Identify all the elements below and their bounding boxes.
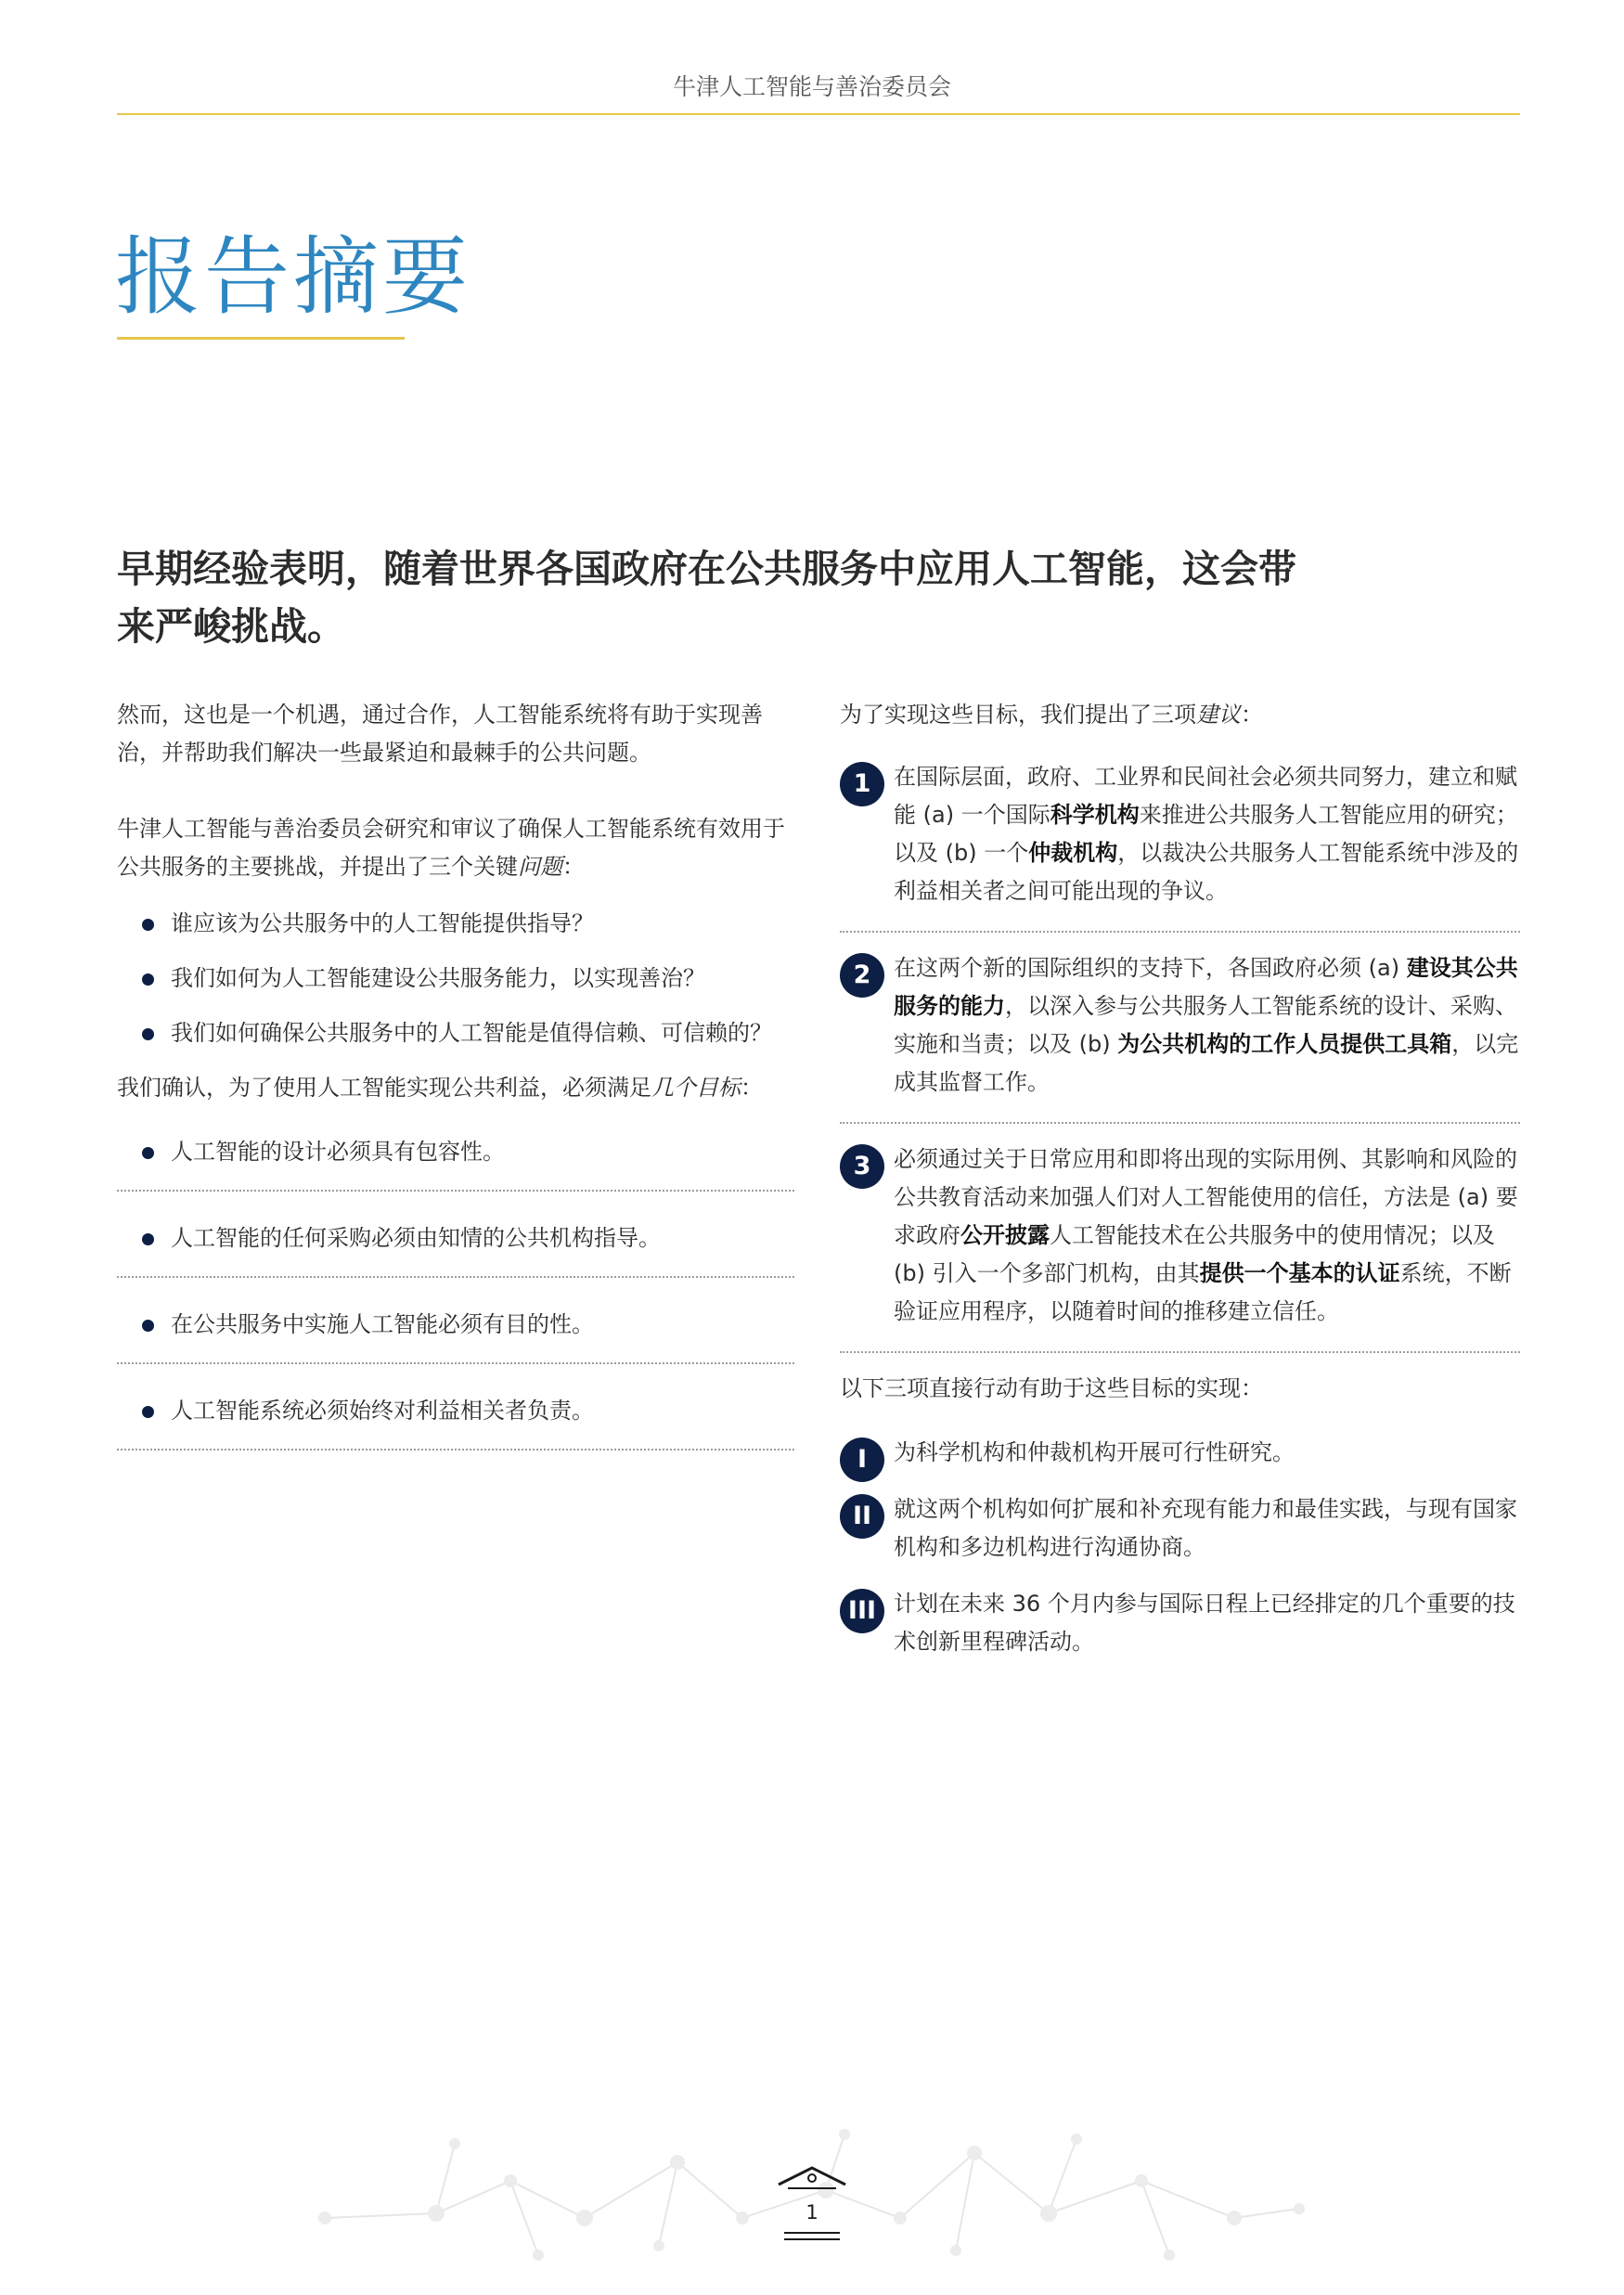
question-item: 谁应该为公共服务中的人工智能提供指导？ [117, 905, 794, 943]
actions-intro: 以下三项直接行动有助于这些目标的实现： [840, 1375, 1263, 1401]
question-item: 我们如何确保公共服务中的人工智能是值得信赖、可信赖的？ [117, 1014, 794, 1052]
left-column [117, 696, 794, 1478]
questions-list [117, 905, 794, 1052]
questions-intro-paragraph: 牛津人工智能与善治委员会研究和审议了确保人工智能系统有效用于公共服务的主要挑战，并提出了三个关键问题： [117, 816, 785, 880]
action-item-3 [840, 1585, 1520, 1661]
intro-paragraph: 然而，这也是一个机遇，通过合作，人工智能系统将有助于实现善治，并帮助我们解决一些最紧迫和最棘手的公共问题。 [117, 702, 763, 766]
recommendation-text: 必须通过关于日常应用和即将出现的实际用例、其影响和风险的公共教育活动来加强人们对人工智能使用的信任，方法是 (a) 要求政府公开披露人工智能技术在公共服务中的使用情况；以及 (b) 引入一个多部门机构，由其提供一个基本的认证系统，不断验证应用程序，以随着时间的推移建立信任。 [894, 1146, 1518, 1324]
page-title: 报告摘要 [115, 227, 472, 327]
recommendation-text: 在国际层面，政府、工业界和民间社会必须共同努力，建立和赋能 (a) 一个国际科学机构来推进公共服务人工智能应用的研究；以及 (b) 一个仲裁机构，以裁决公共服务人工智能系统中涉及的利益相关者之间可能出现的争议。 [894, 764, 1519, 904]
building-emblem-icon [775, 2162, 849, 2201]
title-underline [117, 337, 405, 340]
roman-numeral-badge: I [840, 1438, 884, 1482]
goal-item: 人工智能系统必须始终对利益相关者负责。 [117, 1392, 794, 1450]
recommendations-intro: 为了实现这些目标，我们提出了三项建议： [840, 702, 1263, 728]
right-column [840, 696, 1520, 1680]
goal-item: 在公共服务中实施人工智能必须有目的性。 [117, 1306, 794, 1364]
action-text: 计划在未来 36 个月内参与国际日程上已经排定的几个重要的技术创新里程碑活动。 [894, 1591, 1515, 1655]
action-item-2 [840, 1490, 1520, 1567]
question-item: 我们如何为人工智能建设公共服务能力，以实现善治？ [117, 960, 794, 998]
action-item-1 [840, 1434, 1520, 1472]
goal-item: 人工智能的设计必须具有包容性。 [117, 1133, 794, 1192]
running-header: 牛津人工智能与善治委员会 [672, 73, 951, 100]
page-number: 1 [806, 2201, 818, 2224]
number-badge: 1 [840, 762, 884, 806]
goal-item: 人工智能的任何采购必须由知情的公共机构指导。 [117, 1219, 794, 1278]
header-rule [117, 113, 1520, 115]
action-text: 为科学机构和仲裁机构开展可行性研究。 [894, 1439, 1295, 1465]
recommendation-2 [840, 949, 1520, 1124]
roman-numeral-badge: III [840, 1589, 884, 1633]
recommendation-1 [840, 758, 1520, 933]
roman-numeral-badge: II [840, 1494, 884, 1539]
recommendation-3 [840, 1141, 1520, 1353]
page-number-base-icon [784, 2231, 840, 2242]
number-badge: 3 [840, 1144, 884, 1189]
lead-statement: 早期经验表明，随着世界各国政府在公共服务中应用人工智能，这会带来严峻挑战。 [117, 547, 1296, 649]
goals-list [117, 1133, 794, 1450]
goals-intro-paragraph: 我们确认，为了使用人工智能实现公共利益，必须满足几个目标： [117, 1075, 763, 1101]
recommendation-text: 在这两个新的国际组织的支持下，各国政府必须 (a) 建设其公共服务的能力，以深入参与公共服务人工智能系统的设计、采购、实施和当责；以及 (b) 为公共机构的工作人员提供工具箱，以完成其监督工作。 [894, 955, 1519, 1095]
action-text: 就这两个机构如何扩展和补充现有能力和最佳实践，与现有国家机构和多边机构进行沟通协商。 [894, 1496, 1517, 1560]
number-badge: 2 [840, 953, 884, 998]
